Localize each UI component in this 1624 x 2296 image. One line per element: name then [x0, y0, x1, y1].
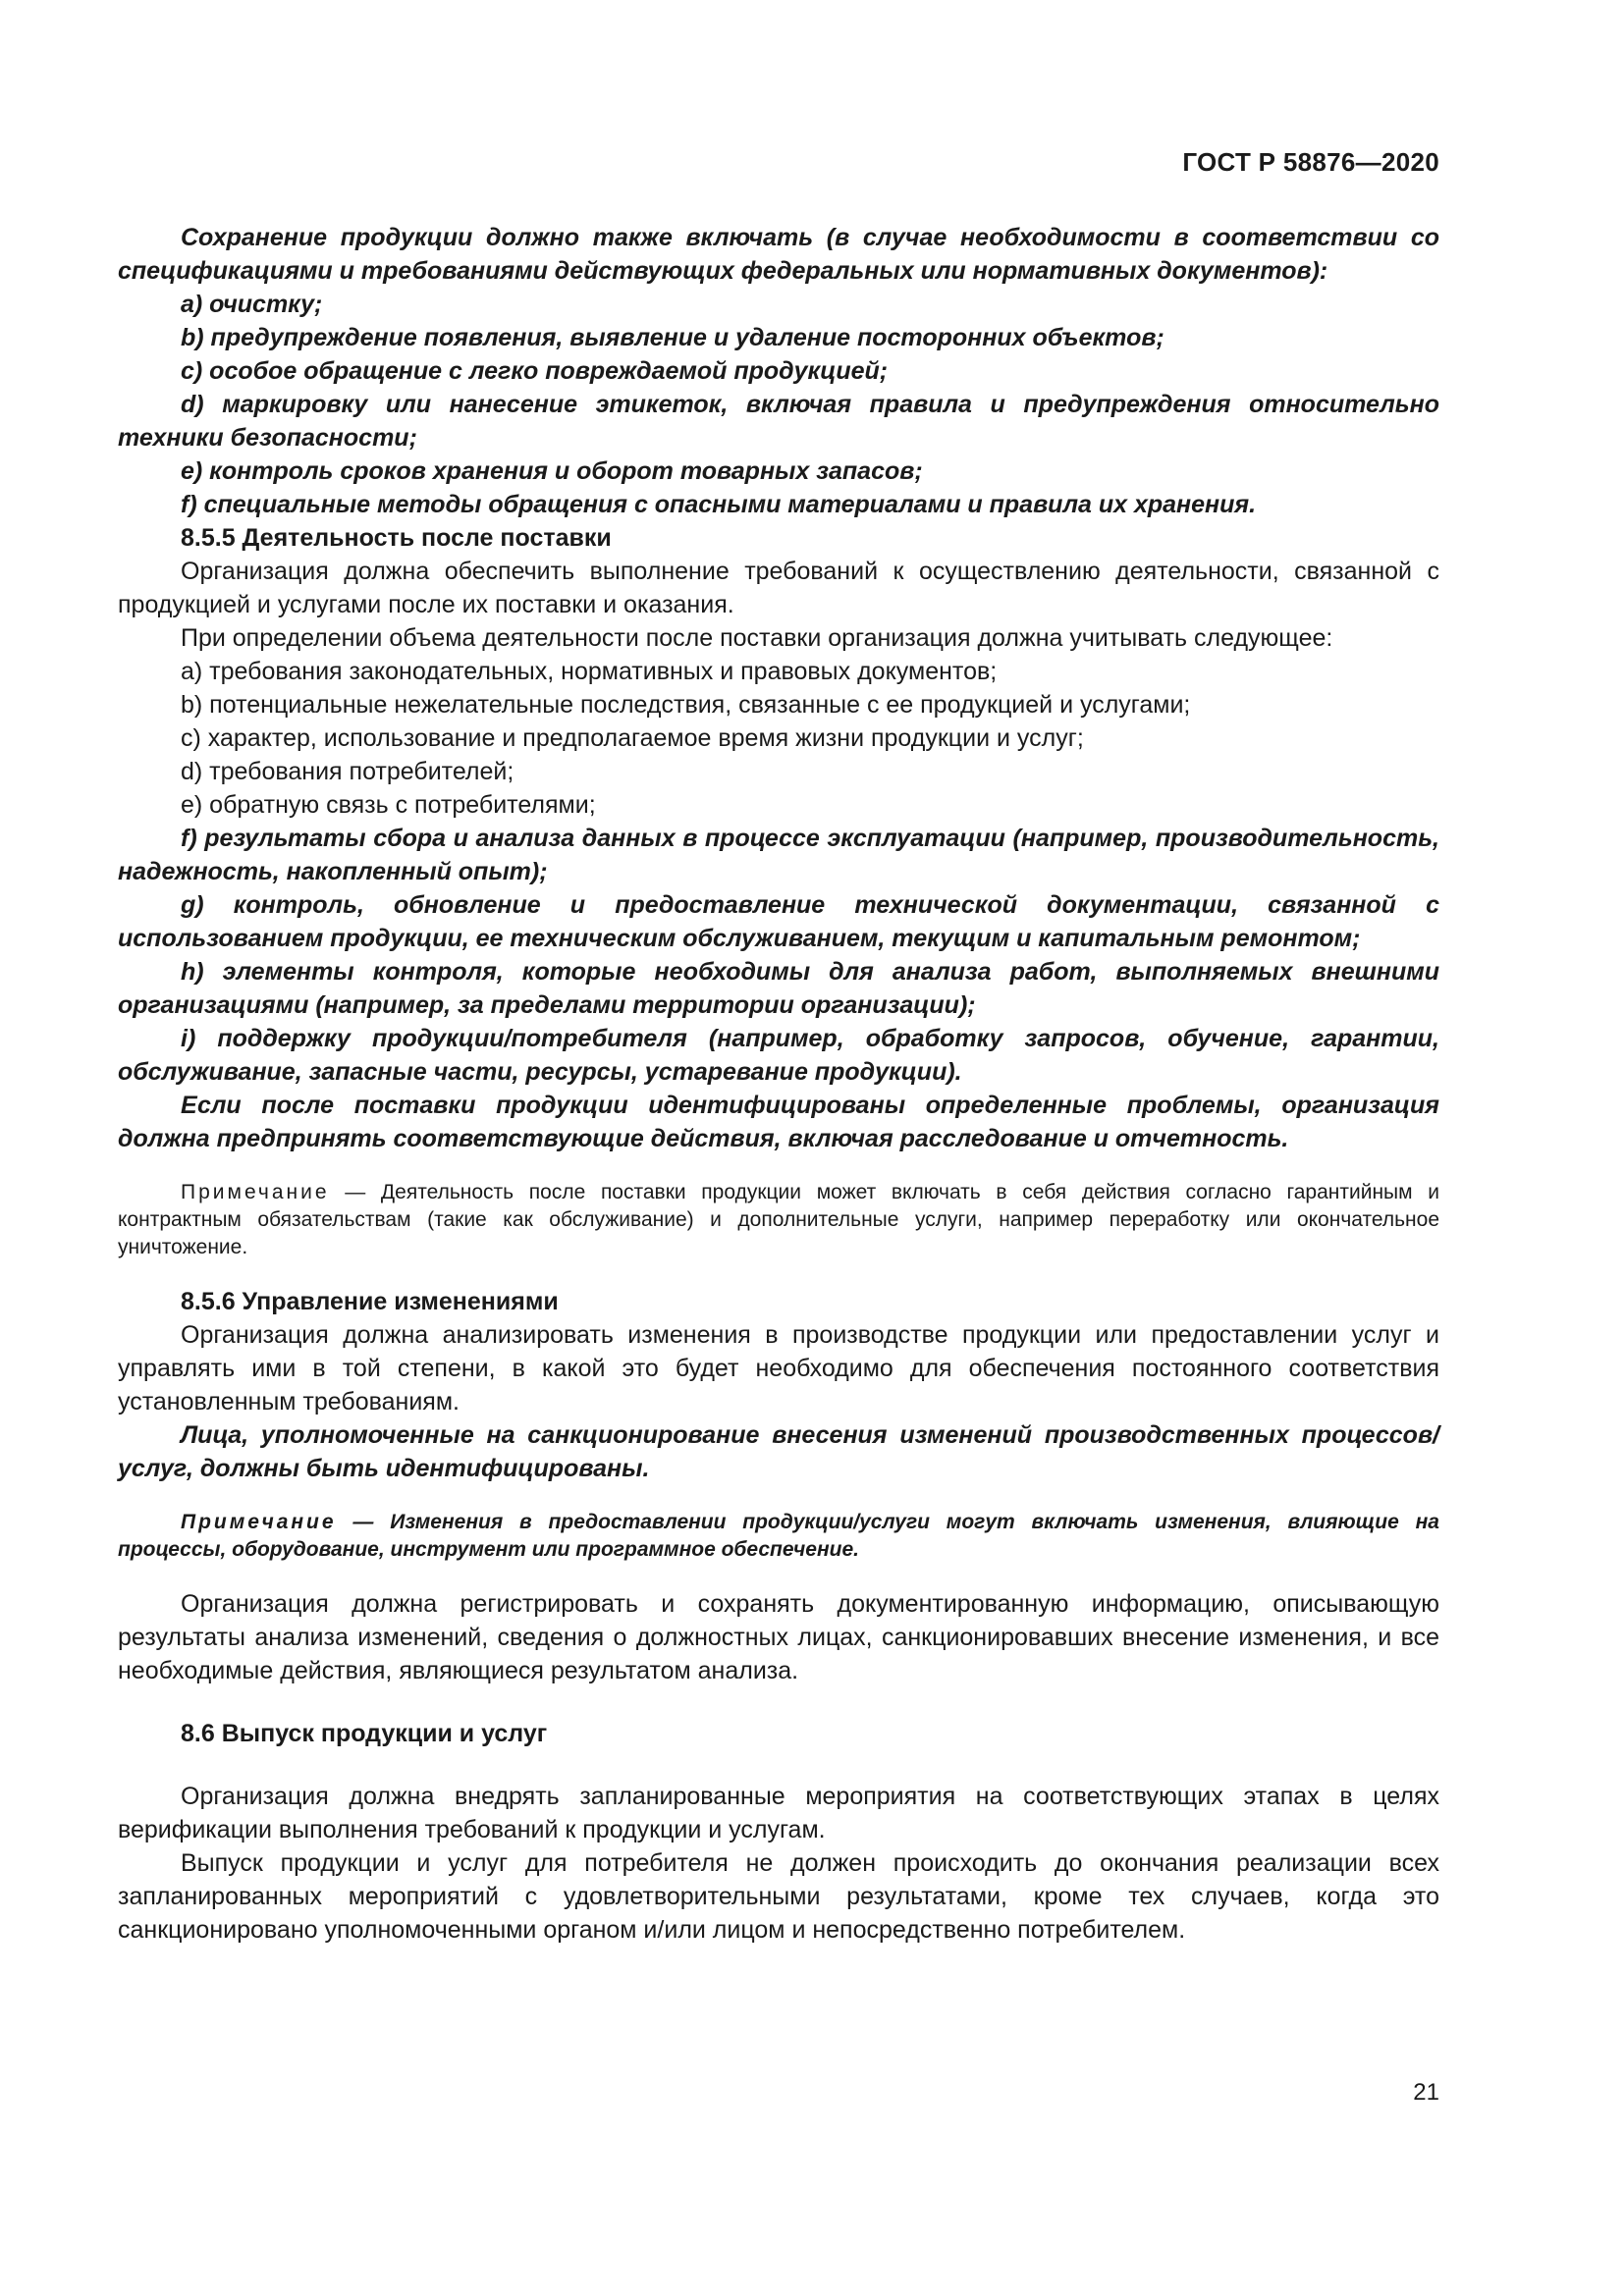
document-body	[118, 221, 1439, 1947]
paragraph-post-delivery-requirements: Организация должна обеспечить выполнение требований к осуществлению деятельности, связанной с продукцией и услугами после их поставки и оказания.	[118, 558, 1439, 618]
paragraph-release-verification: Организация должна внедрять запланированные мероприятия на соответствующих этапах в целях верификации выполнения требований к продукции и услугам.	[118, 1783, 1439, 1843]
list-item-d-customer-requirements: d) требования потребителей;	[181, 758, 514, 785]
list-item-i-product-support: i) поддержку продукции/потребителя (например, обработку запросов, обучение, гарантии, обслуживание, запасные части, ресурсы, устаревание продукции).	[118, 1025, 1439, 1086]
list-item-a-cleaning: a) очистку;	[181, 291, 323, 318]
paragraph-post-delivery-problems: Если после поставки продукции идентифицированы определенные проблемы, организация должна предпринять соответствующие действия, включая расследование и отчетность.	[118, 1092, 1439, 1152]
list-item-h-external-control: h) элементы контроля, которые необходимы для анализа работ, выполняемых внешними организациями (например, за пределами территории организации);	[118, 958, 1439, 1019]
note-post-delivery	[118, 1179, 1439, 1261]
document-page	[118, 0, 1439, 2296]
list-item-c-nature-lifetime: c) характер, использование и предполагаемое время жизни продукции и услуг;	[181, 724, 1084, 752]
list-item-a-legal-requirements: a) требования законодательных, нормативных и правовых документов;	[181, 658, 998, 685]
list-item-f-operation-data: f) результаты сбора и анализа данных в процессе эксплуатации (например, производительность, надежность, накопленный опыт);	[118, 825, 1439, 885]
page-number: 21	[1413, 2079, 1439, 2106]
note-changes	[118, 1509, 1439, 1564]
paragraph-change-records: Организация должна регистрировать и сохранять документированную информацию, описывающую результаты анализа изменений, сведения о должностных лицах, санкционировавших внесение изменения, и все необходимые действия, являющиеся результатом анализа.	[118, 1590, 1439, 1684]
paragraph-change-authorization: Лица, уполномоченные на санкционирование внесения изменений производственных процессов/услуг, должны быть идентифицированы.	[118, 1421, 1439, 1482]
note-label: Примечание	[181, 1181, 330, 1203]
paragraph-release-conditions: Выпуск продукции и услуг для потребителя не должен происходить до окончания реализации всех запланированных мероприятий с удовлетворительными результатами, кроме тех случаев, когда это санкционировано уполномоченными органом и/или лицом и непосредственно потребителем.	[118, 1849, 1439, 1944]
list-item-g-technical-documentation: g) контроль, обновление и предоставление технической документации, связанной с использованием продукции, ее техническим обслуживанием, текущим и капитальным ремонтом;	[118, 891, 1439, 952]
note-text: — Деятельность после поставки продукции может включать в себя действия согласно гарантийным и контрактным обязательствам (такие как обслуживание) и дополнительные услуги, например переработку или окончательное уничтожение.	[118, 1181, 1439, 1258]
section-heading-8-5-5: 8.5.5 Деятельность после поставки	[181, 524, 612, 552]
list-item-d-labeling: d) маркировку или нанесение этикеток, включая правила и предупреждения относительно техники безопасности;	[118, 391, 1439, 452]
note-label: Примечание	[181, 1511, 337, 1533]
list-item-e-customer-feedback: e) обратную связь с потребителями;	[181, 791, 596, 819]
paragraph-change-management: Организация должна анализировать изменения в производстве продукции или предоставлении услуг и управлять ими в той степени, в какой это будет необходимо для обеспечения постоянного соответствия установленным требованиям.	[118, 1321, 1439, 1415]
section-heading-8-6: 8.6 Выпуск продукции и услуг	[181, 1720, 548, 1747]
list-item-b-foreign-objects: b) предупреждение появления, выявление и удаление посторонних объектов;	[181, 324, 1164, 351]
list-item-c-fragile-handling: c) особое обращение с легко повреждаемой продукцией;	[181, 357, 889, 385]
list-item-f-hazardous-materials: f) специальные методы обращения с опасными материалами и правила их хранения.	[181, 491, 1257, 518]
list-item-e-shelf-life: e) контроль сроков хранения и оборот товарных запасов;	[181, 457, 923, 485]
list-item-b-undesired-consequences: b) потенциальные нежелательные последствия, связанные с ее продукцией и услугами;	[181, 691, 1191, 719]
section-heading-8-5-6: 8.5.6 Управление изменениями	[181, 1288, 559, 1315]
document-code-header: ГОСТ Р 58876—2020	[1182, 147, 1439, 177]
paragraph-post-delivery-scope: При определении объема деятельности после поставки организация должна учитывать следующее:	[181, 624, 1333, 652]
paragraph-product-preservation: Сохранение продукции должно также включать (в случае необходимости в соответствии со спецификациями и требованиями действующих федеральных или нормативных документов):	[118, 224, 1439, 285]
note-text: — Изменения в предоставлении продукции/услуги могут включать изменения, влияющие на процессы, оборудование, инструмент или программное обеспечение.	[118, 1511, 1439, 1561]
